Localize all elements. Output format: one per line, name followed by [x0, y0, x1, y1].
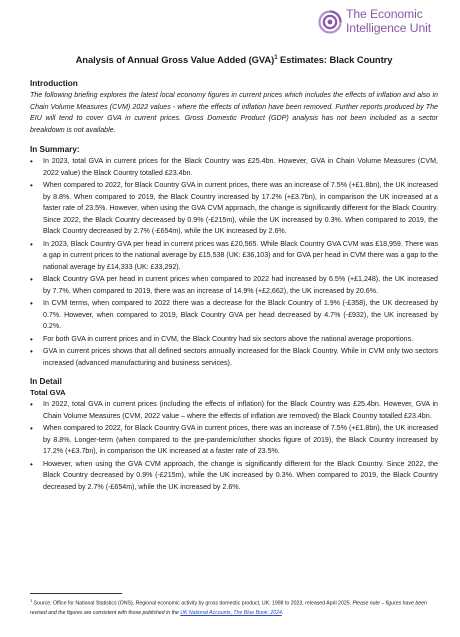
summary-list: [30, 156, 438, 369]
total-gva-subheading: Total GVA: [30, 388, 66, 397]
detail-heading: In Detail: [30, 377, 62, 386]
summary-item: • In 2023, Black Country GVA per head in current prices was £20,565. While Black Country GVA CVM was £18,959. There was a gap in current prices to the national average by £15,538 (UK: £36,103) and for GVA per head in CVM there was a gap to the national average by £14,333 (UK: £33,292).: [30, 239, 438, 274]
title-suffix: Estimates: Black Country: [277, 54, 393, 65]
footnote-end: .: [281, 609, 284, 616]
logo-line-2: Intelligence Unit: [346, 20, 432, 35]
eiu-logo-icon: [318, 10, 342, 34]
summary-item: • For both GVA in current prices and in CVM, the Black Country had six sectors above the national average proportions.: [30, 334, 438, 346]
eiu-logo: [318, 6, 456, 44]
footnote: [30, 596, 438, 618]
footnote-note: Please note – figures have been revised and the figures are consistent with those published in the: [30, 600, 427, 616]
detail-item: • However, when using the GVA CVM approach, the change is significantly different for the Black Country. Since 2022, the Black Country decreased by 0.9% (-£215m), while the UK increased by 0.3%. When compared to 2019, the Black Country decreased by 2.7% (-£654m), while the UK increased by 2.6%.: [30, 459, 438, 494]
eiu-logo-text: [346, 8, 431, 35]
detail-list: [30, 399, 438, 493]
blue-book-link[interactable]: UK National Accounts, The Blue Book: 2024: [180, 609, 282, 616]
introduction-text: The following briefing explores the latest local economy figures in current prices which includes the effects of inflation and also in Chain Volume Measures (CVM) 2022 values - where the effects of inflation have been removed. Further reports produced by The EIU will tend to cover GVA in current prices. Gross Domestic Product (GDP) analysis has not been included as a sector breakdown is not available.: [30, 91, 438, 134]
detail-item: • In 2022, total GVA in current prices (including the effects of inflation) for the Black Country was £25.4bn. However, GVA in Chain Volume Measures (CVM, 2022 value – where the effects of inflation are removed) the Black Country totalled £23.4bn.: [30, 399, 438, 422]
footnote-text: Source: Office for National Statistics (ONS), Regional economic activity by gross domestic product, UK: 1998 to 2023, released April 2025.: [32, 600, 353, 607]
title-text: Analysis of Annual Gross Value Added (GVA): [75, 54, 275, 65]
summary-item: • In 2023, total GVA in current prices for the Black Country was £25.4bn. However, GVA in Chain Volume Measures (CVM, 2022 value) the Black Country totalled £23.4bn.: [30, 156, 438, 179]
document-body: [30, 54, 438, 494]
summary-item: • In CVM terms, when compared to 2022 there was a decrease for the Black Country of 1.9% (-£358), the UK decreased by 0.7%. However, when compared to 2019, Black Country GVA per head decreased by 4.7% (-£932), the UK increased by 0.2%.: [30, 298, 438, 333]
summary-item: • Black Country GVA per head in current prices when compared to 2022 had increased by 6.5% (+£1,248), the UK increased by 7.7%. When compared to 2019, there was an increase of 14.9% (+£2,662), the UK increased by 20.6%.: [30, 274, 438, 297]
footnote-marker: 1: [30, 598, 33, 603]
page-title: [30, 54, 438, 65]
introduction-heading: Introduction: [30, 79, 78, 88]
detail-item: • When compared to 2022, for Black Country GVA in current prices, there was an increase of 7.5% (+£1.8bn), the UK increased by 8.8%. Longer-term (when compared to the pre-pandemic/other shocks figure of 2019), the Black Country increased by 17.2% (+£3.7bn), in comparison the UK increased at a faster rate of 23.5%.: [30, 423, 438, 458]
summary-item: • When compared to 2022, for Black Country GVA in current prices, there was an increase of 7.5% (+£1.8bn), the UK increased by 8.8%. When compared to 2019, the Black Country increased by 17.2% (+£3.7bn), in comparison the UK increased at a faster rate of 23.5%. However, when using the GVA CVM approach, the change is significantly different for the Black Country. Since 2022, the Black Country decreased by 0.9% (-£215m), while the UK increased by 0.3%. When compared to 2019, the Black Country decreased by 2.7% (-£654m), while the UK increased by 2.6%.: [30, 180, 438, 238]
footnote-divider: [30, 593, 122, 594]
summary-item: • GVA in current prices shows that all defined sectors annually increased for the Black Country. While in CVM only two sectors increased (advanced manufacturing and business services).: [30, 346, 438, 369]
summary-heading: In Summary:: [30, 145, 80, 154]
logo-line-1: The Economic: [346, 7, 423, 21]
title-footnote-marker[interactable]: 1: [274, 54, 278, 61]
